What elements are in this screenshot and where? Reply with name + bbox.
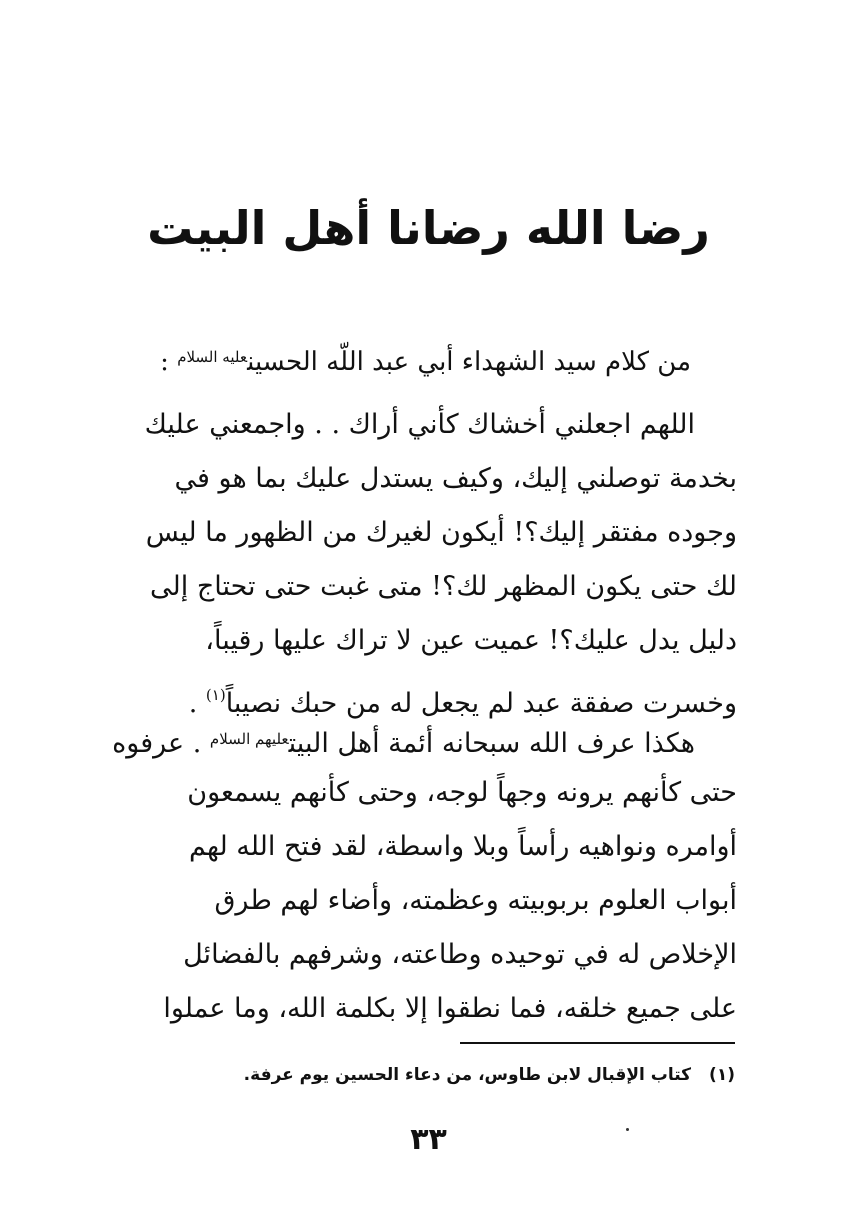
paragraph-imams	[112, 712, 737, 1036]
honorific-mark: عليه السلام	[177, 348, 248, 366]
footnote-divider	[460, 1042, 735, 1044]
paragraph-line: لك حتى يكون المظهر لك؟! متى غبت حتى تحتاج إلى	[150, 571, 737, 602]
last-line-period: .	[188, 688, 198, 719]
paragraph-line: دليل يدل عليك؟! عميت عين لا تراك عليها رقيباً،	[205, 625, 737, 656]
first-line-start: هكذا عرف الله سبحانه أئمة أهل البيت	[288, 728, 695, 759]
intro-line	[160, 330, 691, 389]
paragraph-line: وجوده مفتقر إليك؟! أيكون لغيرك من الظهور ما ليس	[145, 517, 737, 548]
chapter-title: رضا الله رضانا أهل البيت	[147, 201, 710, 255]
footnote-text: كتاب الإقبال لابن طاوس، من دعاء الحسين يوم عرفة.	[243, 1065, 692, 1085]
paragraph-line: الإخلاص له في توحيده وطاعته، وشرفهم بالفضائل	[183, 939, 737, 970]
footnote-number: (١)	[709, 1065, 735, 1085]
honorific-mark: عليهم السلام	[209, 730, 289, 748]
page-number: ٣٣	[410, 1122, 447, 1157]
paragraph-line: أوامره ونواهيه رأساً وبلا واسطة، لقد فتح الله لهم	[189, 831, 737, 862]
paragraph-line: أبواب العلوم بربوبيته وعظمته، وأضاء لهم طرق	[214, 885, 737, 916]
last-line-text: وخسرت صفقة عبد لم يجعل له من حبك نصيباً	[225, 688, 737, 719]
intro-text: من كلام سيد الشهداء أبي عبد اللّه الحسين	[247, 347, 691, 377]
paragraph-line: على جميع خلقه، فما نطقوا إلا بكلمة الله، وما عملوا	[163, 993, 737, 1024]
footnote-reference: (١)	[205, 686, 226, 704]
paragraph-line: حتى كأنهم يرونه وجهاً لوجه، وحتى كأنهم يسمعون	[187, 777, 737, 808]
paragraph-line: بخدمة توصلني إليك، وكيف يستدل عليك بما هو في	[174, 463, 737, 494]
intro-colon: :	[160, 347, 169, 377]
paragraph-line: اللهم اجعلني أخشاك كأني أراك . . واجمعني عليك	[144, 409, 695, 440]
footnote	[244, 1058, 735, 1092]
paragraph-supplication	[112, 398, 737, 722]
paragraph-first-line	[112, 712, 737, 766]
first-line-end: . عرفوه	[112, 728, 202, 759]
